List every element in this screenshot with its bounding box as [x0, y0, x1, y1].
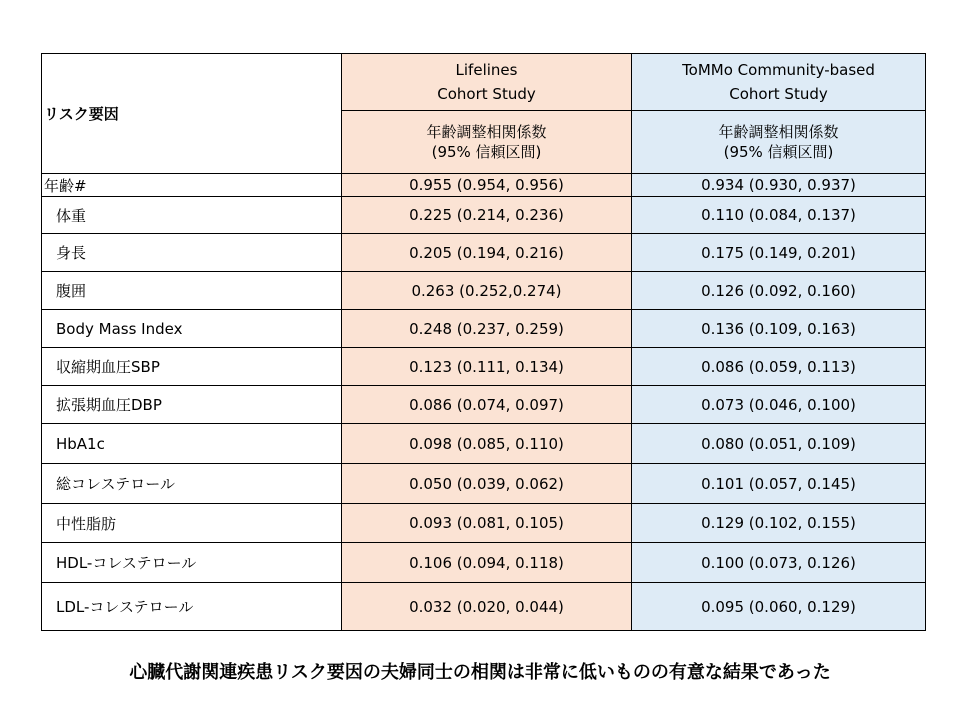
- lifelines-header: [342, 54, 632, 111]
- lifelines-value: 0.093 (0.081, 0.105): [342, 504, 632, 543]
- table-row: [42, 174, 926, 197]
- table-row: [42, 197, 926, 234]
- tommo-subheader: [632, 111, 926, 174]
- tommo-value: 0.126 (0.092, 0.160): [632, 272, 926, 310]
- tommo-value: 0.101 (0.057, 0.145): [632, 464, 926, 504]
- lifelines-value: 0.248 (0.237, 0.259): [342, 310, 632, 348]
- row-label: Body Mass Index: [42, 310, 342, 348]
- tommo-value: 0.080 (0.051, 0.109): [632, 424, 926, 464]
- tommo-title-line2: Cohort Study: [729, 85, 828, 103]
- table-row: [42, 543, 926, 583]
- tommo-value: 0.110 (0.084, 0.137): [632, 197, 926, 234]
- row-label: 身長: [42, 234, 342, 272]
- row-label: 総コレステロール: [42, 464, 342, 504]
- row-label: 中性脂肪: [42, 504, 342, 543]
- lifelines-title-line2: Cohort Study: [437, 85, 536, 103]
- header-row: [42, 54, 926, 111]
- tommo-subheader-line2: (95% 信頼区間): [723, 143, 834, 161]
- tommo-subheader-line1: 年齢調整相関係数: [718, 123, 839, 141]
- risk-factor-header: リスク要因: [42, 54, 342, 174]
- lifelines-value: 0.225 (0.214, 0.236): [342, 197, 632, 234]
- risk-factor-table: [41, 53, 926, 631]
- lifelines-value: 0.123 (0.111, 0.134): [342, 348, 632, 386]
- lifelines-value: 0.106 (0.094, 0.118): [342, 543, 632, 583]
- lifelines-value: 0.098 (0.085, 0.110): [342, 424, 632, 464]
- tommo-value: 0.129 (0.102, 0.155): [632, 504, 926, 543]
- lifelines-subheader-line2: (95% 信頼区間): [431, 143, 542, 161]
- lifelines-value: 0.205 (0.194, 0.216): [342, 234, 632, 272]
- row-label: 腹囲: [42, 272, 342, 310]
- tommo-header: [632, 54, 926, 111]
- row-label: HDL-コレステロール: [42, 543, 342, 583]
- tommo-value: 0.934 (0.930, 0.937): [632, 174, 926, 197]
- table-row: [42, 310, 926, 348]
- tommo-title-line1: ToMMo Community-based: [682, 61, 875, 79]
- row-label: HbA1c: [42, 424, 342, 464]
- table-row: [42, 234, 926, 272]
- tommo-value: 0.136 (0.109, 0.163): [632, 310, 926, 348]
- lifelines-subheader: [342, 111, 632, 174]
- row-label: 年齢#: [42, 174, 342, 197]
- row-label: 収縮期血圧SBP: [42, 348, 342, 386]
- lifelines-value: 0.263 (0.252,0.274): [342, 272, 632, 310]
- tommo-value: 0.095 (0.060, 0.129): [632, 583, 926, 631]
- table-row: [42, 424, 926, 464]
- slide-caption: 心臓代謝関連疾患リスク要因の夫婦同士の相関は非常に低いものの有意な結果であった: [129, 662, 831, 683]
- table-row: [42, 464, 926, 504]
- tommo-value: 0.073 (0.046, 0.100): [632, 386, 926, 424]
- lifelines-value: 0.032 (0.020, 0.044): [342, 583, 632, 631]
- table-row: [42, 504, 926, 543]
- table-row: [42, 386, 926, 424]
- row-label: 体重: [42, 197, 342, 234]
- row-label: LDL-コレステロール: [42, 583, 342, 631]
- tommo-value: 0.175 (0.149, 0.201): [632, 234, 926, 272]
- lifelines-value: 0.955 (0.954, 0.956): [342, 174, 632, 197]
- table-row: [42, 348, 926, 386]
- row-label: 拡張期血圧DBP: [42, 386, 342, 424]
- table-row: [42, 583, 926, 631]
- lifelines-title-line1: Lifelines: [455, 61, 518, 79]
- lifelines-value: 0.050 (0.039, 0.062): [342, 464, 632, 504]
- table-row: [42, 272, 926, 310]
- lifelines-value: 0.086 (0.074, 0.097): [342, 386, 632, 424]
- tommo-value: 0.086 (0.059, 0.113): [632, 348, 926, 386]
- lifelines-subheader-line1: 年齢調整相関係数: [426, 123, 547, 141]
- tommo-value: 0.100 (0.073, 0.126): [632, 543, 926, 583]
